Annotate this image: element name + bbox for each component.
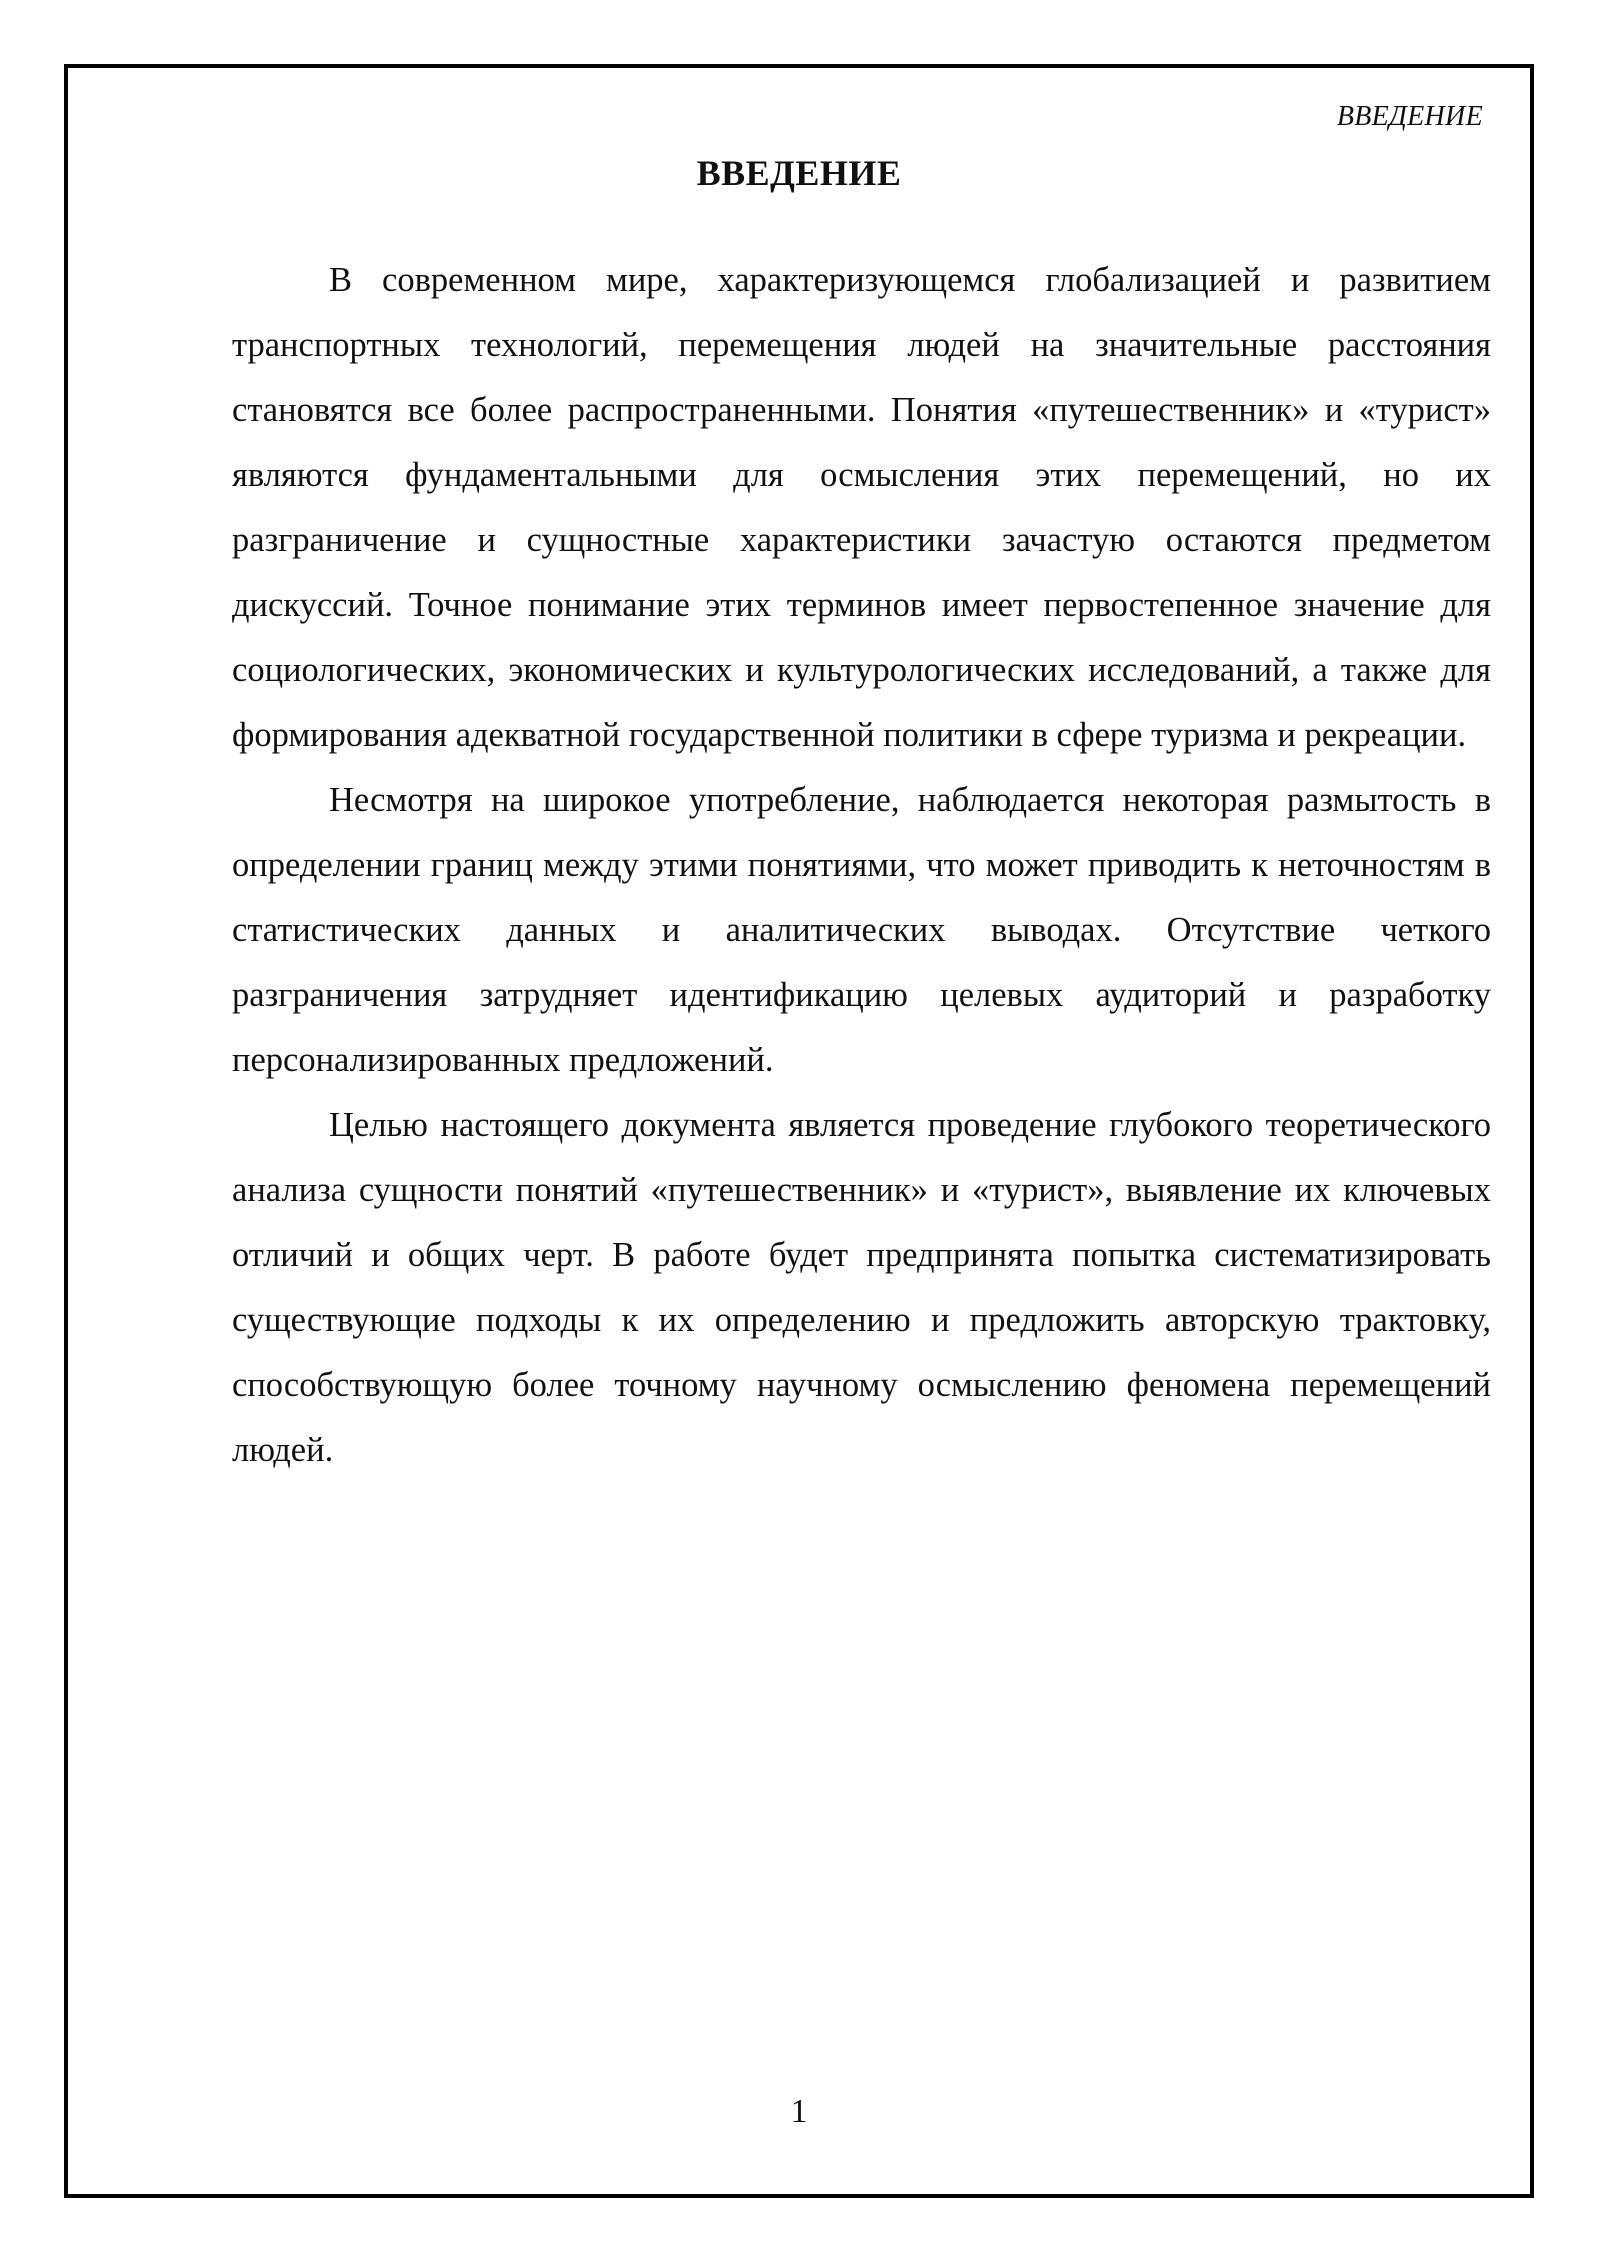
paragraph-1: В современном мире, характеризующемся глобализацией и развитием транспортных технологий, перемещения людей на значительные расстояния становятся все более распространенными. Понятия «путешественник» и «турист» являются фундаментальными для осмысления этих перемещений, но их разграничение и сущностные характеристики зачастую остаются предметом дискуссий. Точное понимание этих терминов имеет первостепенное значение для социологических, экономических и культурологических исследований, а также для формирования адекватной государственной политики в сфере туризма и рекреации. <box>232 261 1491 754</box>
body-text <box>232 248 1491 1483</box>
page-number: 1 <box>790 2093 808 2130</box>
running-header: ВВЕДЕНИЕ <box>1336 101 1483 132</box>
page-title: ВВЕДЕНИЕ <box>696 153 902 193</box>
page-frame <box>64 64 1534 2198</box>
paragraph-3: Целью настоящего документа является проведение глубокого теоретического анализа сущности понятий «путешественник» и «турист», выявление их ключевых отличий и общих черт. В работе будет предпринята попытка систематизировать существующие подходы к их определению и предложить авторскую трактовку, способствующую более точному научному осмыслению феномена перемещений людей. <box>232 1106 1491 1469</box>
paragraph-2: Несмотря на широкое употребление, наблюдается некоторая размытость в определении границ между этими понятиями, что может приводить к неточностям в статистических данных и аналитических выводах. Отсутствие четкого разграничения затрудняет идентификацию целевых аудиторий и разработку персонализированных предложений. <box>232 781 1491 1079</box>
